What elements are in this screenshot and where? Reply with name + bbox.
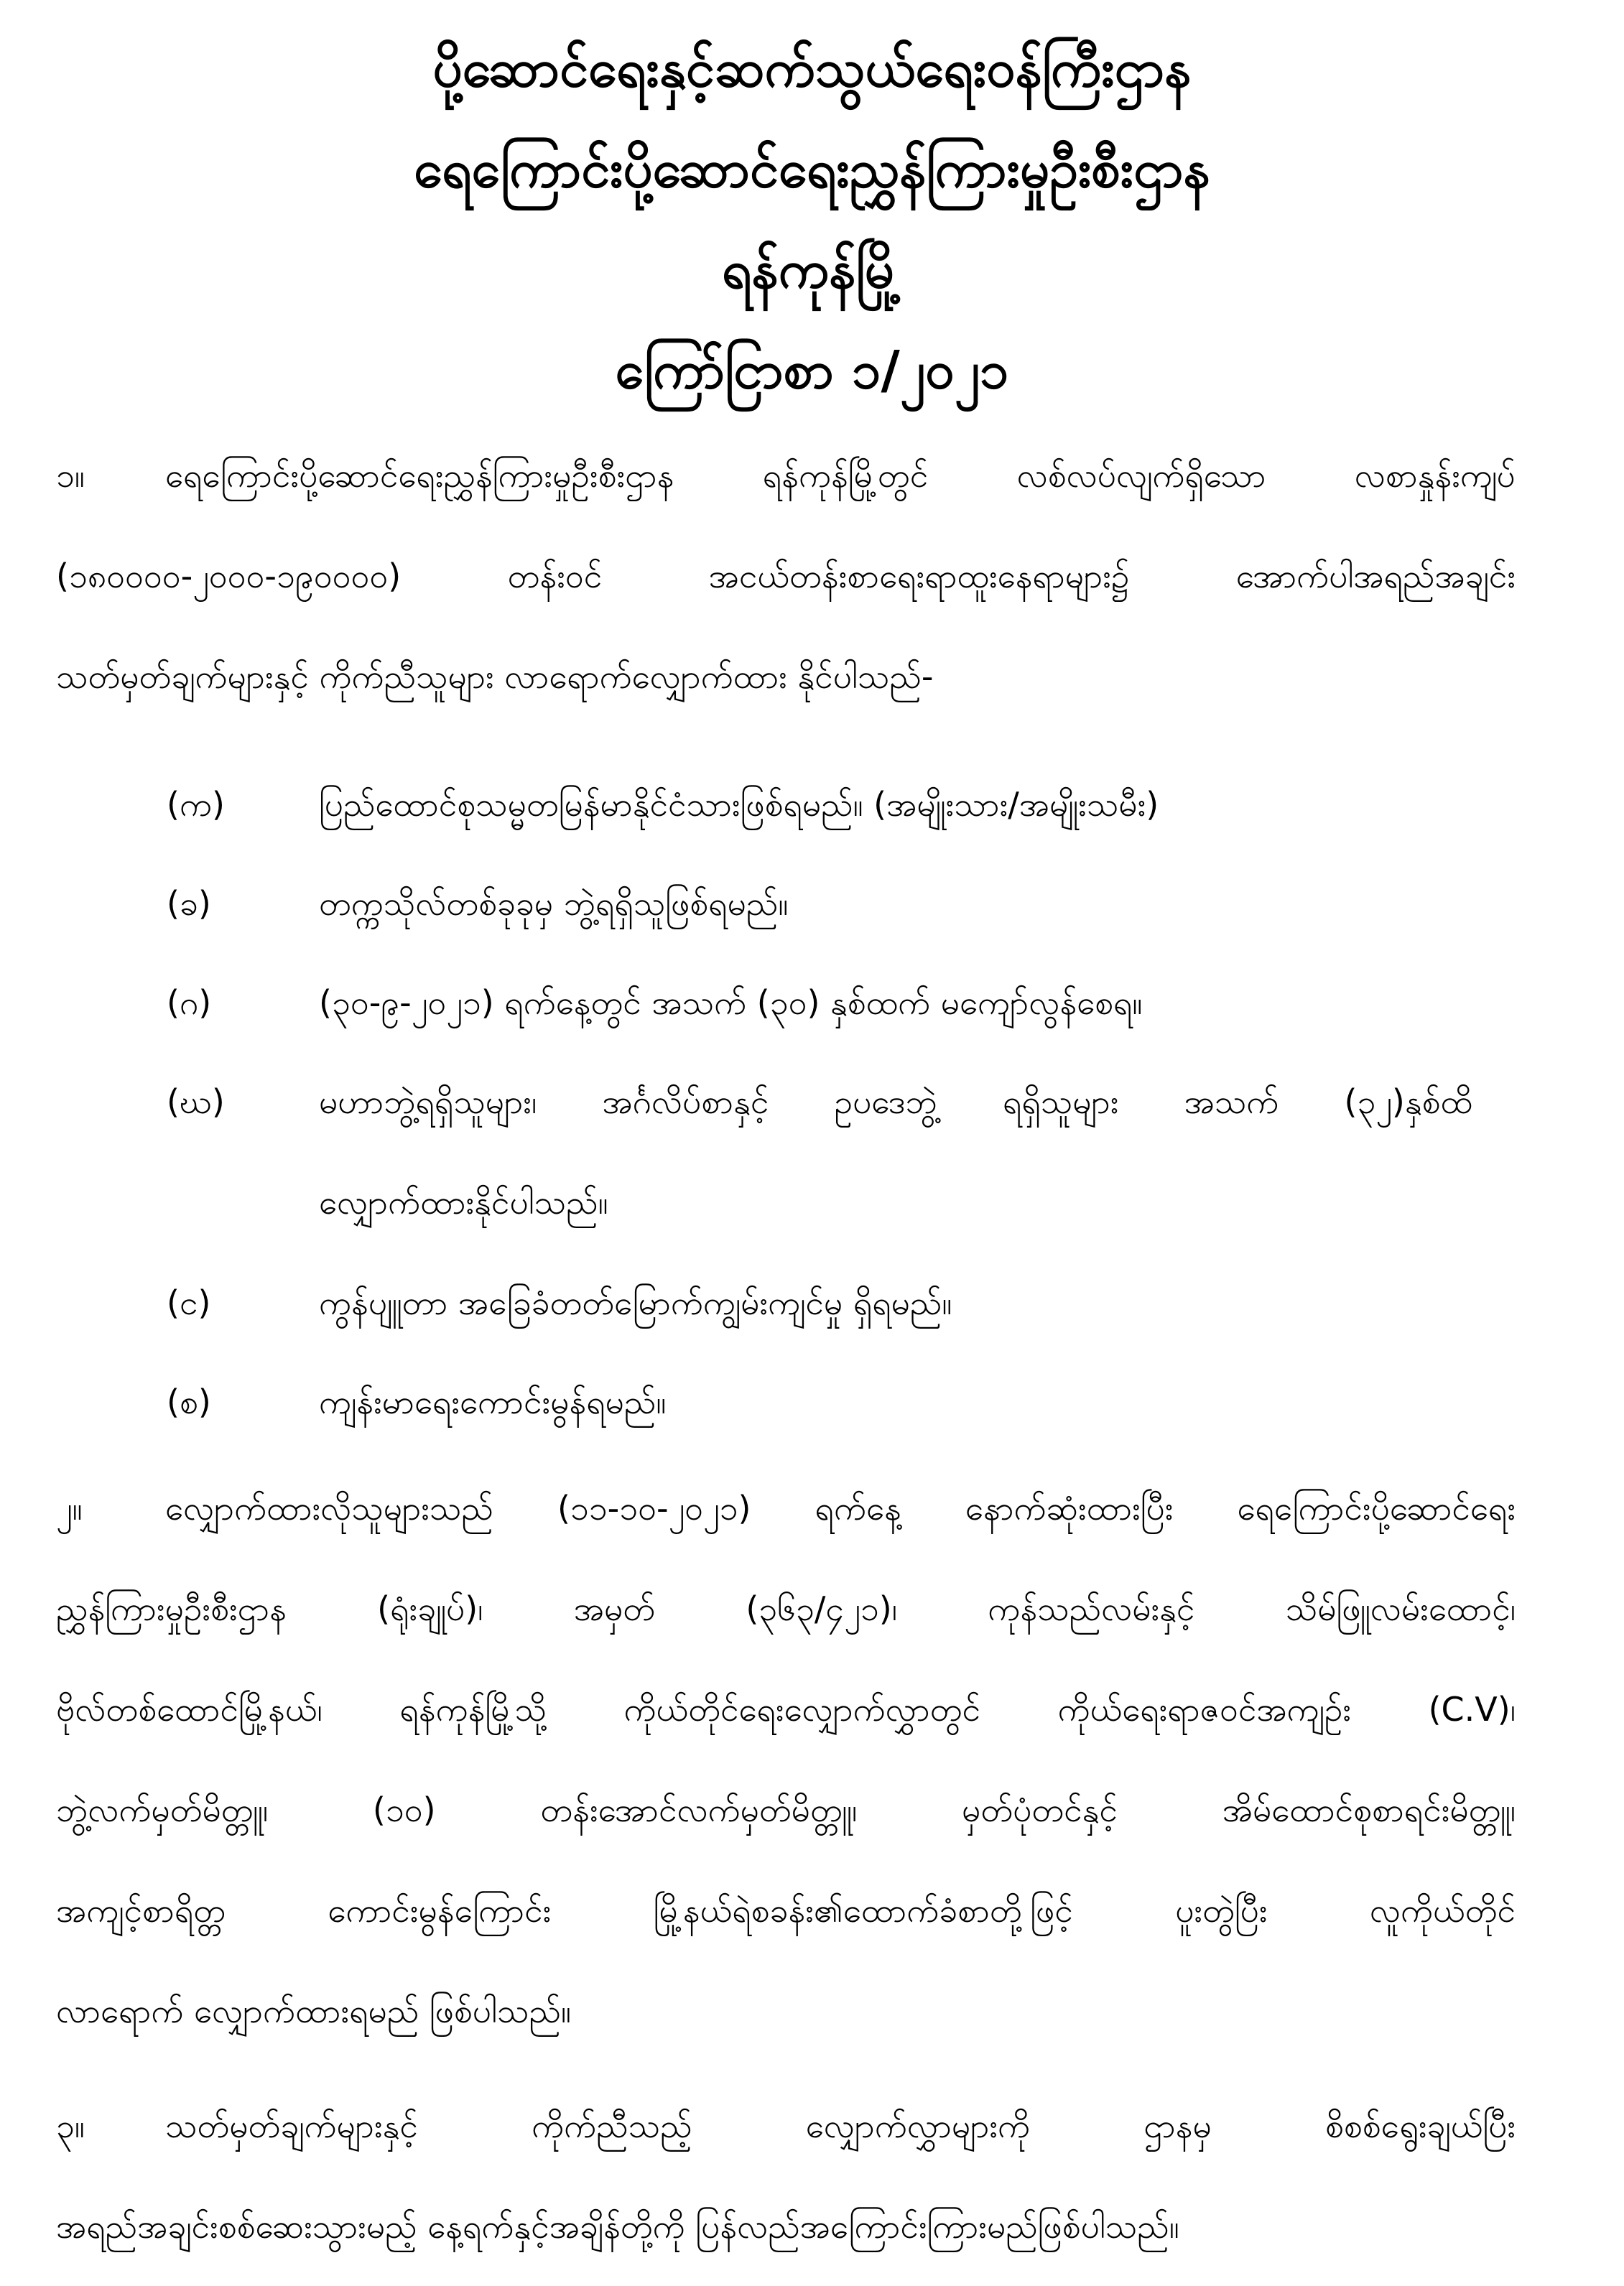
item-ka-text: ပြည်ထောင်စုသမ္မတမြန်မာနိုင်ငံသားဖြစ်ရမည်။ (အမျိုးသား/အမျိုးသမီး) — [319, 785, 1159, 824]
item-kha-text: တက္ကသိုလ်တစ်ခုခုမှ ဘွဲ့ရရှိသူဖြစ်ရမည်။ — [319, 884, 789, 923]
item-ga-label: (ဂ) — [167, 983, 212, 1022]
city-title: ရန်ကုန်မြို့ — [722, 239, 902, 299]
item-ka-label: (က) — [167, 785, 225, 824]
item-gha-text-continued: လျှောက်ထားနိုင်ပါသည်။ — [319, 1183, 608, 1222]
paragraph-2-line-2: ညွှန်ကြားမှုဦးစီးဌာန (ရုံးချုပ်)၊ အမှတ် (၃၆၃/၄၂၁)၊ ကုန်သည်လမ်းနှင့် သိမ်ဖြူလမ်းထောင့်၊ — [56, 1589, 1516, 1628]
paragraph-1-line-1: ရေကြောင်းပို့ဆောင်ရေးညွှန်ကြားမှုဦးစီးဌာန ရန်ကုန်မြို့တွင် လစ်လပ်လျက်ရှိသော လစာနှုန်းကျပ် — [165, 456, 1516, 495]
paragraph-2-line-4: ဘွဲ့လက်မှတ်မိတ္တူ၊ (၁၀) တန်းအောင်လက်မှတ်မိတ္တူ၊ မှတ်ပုံတင်နှင့် အိမ်ထောင်စုစာရင်းမိတ္တူ၊ — [56, 1790, 1516, 1829]
item-gha-label: (ဃ) — [167, 1082, 225, 1121]
paragraph-1-line-3: သတ်မှတ်ချက်များနှင့် ကိုက်ညီသူများ လာရောက်လျှောက်ထား နိုင်ပါသည်- — [56, 657, 934, 696]
item-nga-text: ကွန်ပျူတာ အခြေခံတတ်မြောက်ကျွမ်းကျင်မှု ရှိရမည်။ — [319, 1283, 952, 1322]
paragraph-2-line-1: လျှောက်ထားလိုသူများသည် (၁၁-၁၀-၂၀၂၁) ရက်နေ့ နောက်ဆုံးထားပြီး ရေကြောင်းပို့ဆောင်ရေး — [165, 1489, 1516, 1528]
item-sa-text: ကျန်းမာရေးကောင်းမွန်ရမည်။ — [319, 1383, 667, 1421]
item-sa-label: (စ) — [167, 1383, 211, 1421]
notice-number: ကြော်ငြာစာ ၁/၂၀၂၁ — [615, 340, 1009, 400]
department-title: ရေကြောင်းပို့ဆောင်ရေးညွှန်ကြားမှုဦးစီးဌာန — [414, 139, 1210, 199]
ministry-title: ပို့ဆောင်ရေးနှင့်ဆက်သွယ်ရေးဝန်ကြီးဌာန — [432, 38, 1192, 98]
item-nga-label: (င) — [167, 1283, 211, 1322]
paragraph-1-number: ၁။ — [56, 456, 85, 495]
paragraph-2-line-3: ဗိုလ်တစ်ထောင်မြို့နယ်၊ ရန်ကုန်မြို့သို့ ကိုယ်တိုင်ရေးလျှောက်လွှာတွင် ကိုယ်ရေးရာဇဝင်အကျဉ်း (C.V)၊ — [56, 1690, 1516, 1729]
item-kha-label: (ခ) — [167, 884, 211, 923]
paragraph-2-number: ၂။ — [56, 1489, 83, 1528]
item-ga-text: (၃၀-၉-၂၀၂၁) ရက်နေ့တွင် အသက် (၃၀) နှစ်ထက် မကျော်လွန်စေရ။ — [319, 983, 1143, 1022]
paragraph-2-line-5: အကျင့်စာရိတ္တ ကောင်းမွန်ကြောင်း မြို့နယ်ရဲစခန်း၏ထောက်ခံစာတို့ဖြင့် ပူးတွဲပြီး လူကိုယ်တိုင် — [56, 1891, 1516, 1930]
item-gha-text: မဟာဘွဲ့ရရှိသူများ၊ အင်္ဂလိပ်စာနှင့် ဥပဒေဘွဲ့ ရရှိသူများ အသက် (၃၂)နှစ်ထိ — [319, 1082, 1472, 1121]
paragraph-1-line-2: (၁၈၀၀၀၀-၂၀၀၀-၁၉၀၀၀၀) တန်းဝင် အငယ်တန်းစာရေးရာထူးနေရာများ၌ အောက်ပါအရည်အချင်း — [56, 557, 1516, 595]
paragraph-3-number: ၃။ — [56, 2106, 85, 2145]
paragraph-2-line-6: လာရောက် လျှောက်ထားရမည် ဖြစ်ပါသည်။ — [56, 1992, 571, 2030]
paragraph-3-line-1: သတ်မှတ်ချက်များနှင့် ကိုက်ညီသည့် လျှောက်လွှာများကို ဌာနမှ စိစစ်ရွေးချယ်ပြီး — [165, 2106, 1516, 2145]
paragraph-3-line-2: အရည်အချင်းစစ်ဆေးသွားမည့် နေ့ရက်နှင့်အချိန်တို့ကို ပြန်လည်အကြောင်းကြားမည်ဖြစ်ပါသည်။ — [56, 2207, 1179, 2246]
